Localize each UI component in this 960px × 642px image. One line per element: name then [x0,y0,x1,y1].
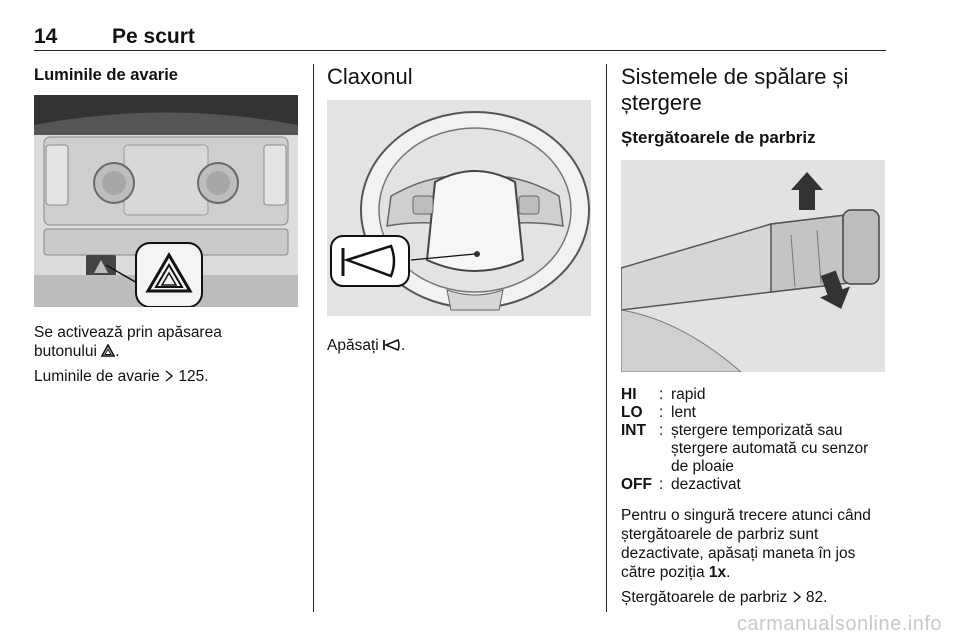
section-heading: Luminile de avarie [34,66,178,84]
steering-wheel-illustration [327,100,591,316]
horn-icon [383,339,401,351]
cross-reference-arrow-icon [792,591,802,603]
subsection-heading: Ștergătoarele de parbriz [621,128,816,147]
wiper-stalk-illustration [621,160,885,372]
hazard-triangle-icon [101,344,115,357]
wiper-positions-list: HI : rapid LO : lent INT : ștergere temporizată sau ștergere automată cu senzor de ploaie OFF : dezactivat [621,386,869,493]
section-heading: Claxonul [327,64,413,89]
horn-instruction: Apăsați . [327,337,406,354]
wiper-reference[interactable]: Ștergătoarele de parbriz 82. [621,589,828,606]
section-heading: Sistemele de spălare și ștergere [621,64,849,115]
wash-wipe-column [621,64,886,607]
hazard-button-illustration [34,95,298,307]
hazard-reference[interactable]: Luminile de avarie 125. [34,368,209,385]
hazard-instruction: Se activează prin apăsarea butonului . [34,324,222,360]
horn-column [327,64,593,355]
section-title: Pe scurt [112,25,195,48]
hazard-lights-column [34,64,300,386]
single-wipe-instruction: Pentru o singură trecere atunci când ștergătoarele de parbriz sunt dezactivate, apăsați maneta în jos către poziția 1x. [621,507,871,581]
watermark: carmanualsonline.info [736,613,942,635]
column-divider [313,64,314,612]
column-divider [606,64,607,612]
cross-reference-arrow-icon [164,370,174,382]
page-number: 14 [34,25,58,48]
page-header [34,18,886,51]
